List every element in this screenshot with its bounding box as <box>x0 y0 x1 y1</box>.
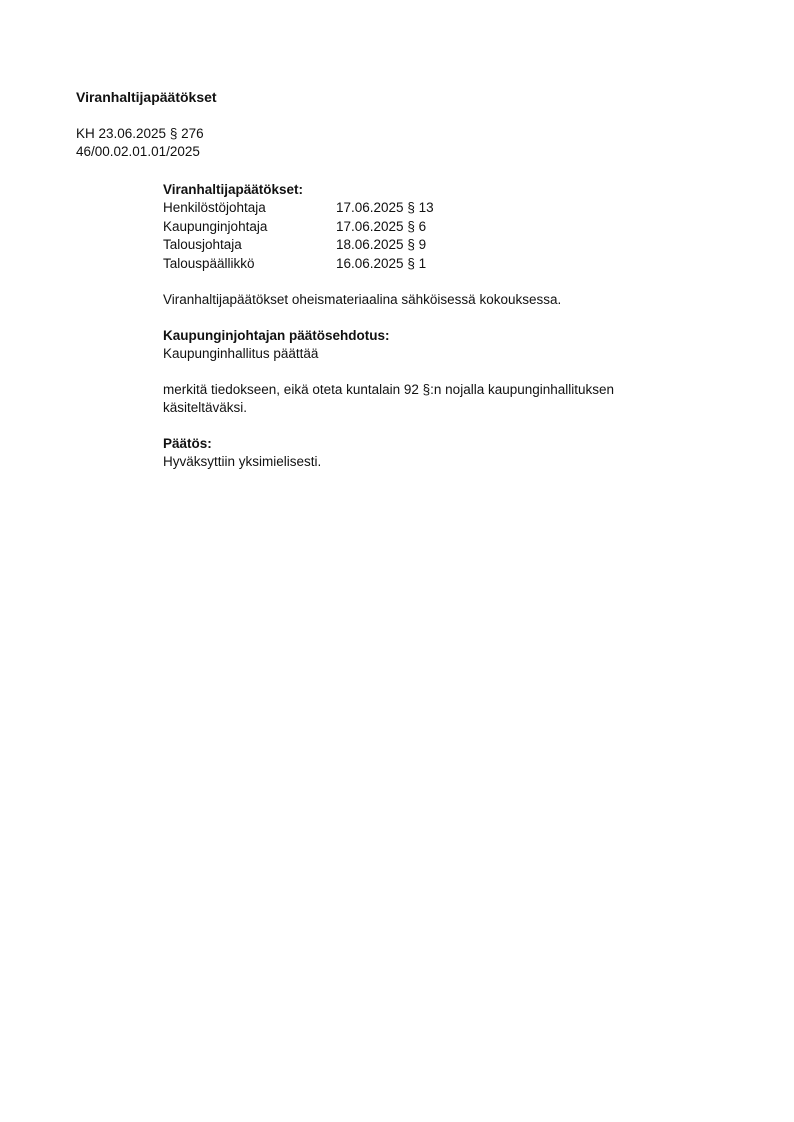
proposal-intro: Kaupunginhallitus päättää <box>163 346 319 361</box>
decision-date: 18.06.2025 § 9 <box>336 237 427 252</box>
official-name: Kaupunginjohtaja <box>163 218 268 234</box>
decision-row <box>163 236 663 255</box>
body-section <box>163 181 663 471</box>
meeting-reference: KH 23.06.2025 § 276 <box>76 126 204 141</box>
record-id: 46/00.02.01.01/2025 <box>76 144 200 159</box>
decision-text: Hyväksyttiin yksimielisesti. <box>163 454 322 469</box>
decision-title: Päätös: <box>163 436 212 451</box>
decision-row <box>163 199 663 218</box>
proposal-title: Kaupunginjohtajan päätösehdotus: <box>163 328 390 343</box>
official-name: Talousjohtaja <box>163 237 242 252</box>
decision-date: 17.06.2025 § 13 <box>336 200 434 215</box>
official-name: Henkilöstöjohtaja <box>163 200 266 215</box>
decision-row <box>163 218 663 237</box>
proposal-text: merkitä tiedokseen, eikä oteta kuntalain 92 §:n nojalla kaupunginhallituksen käsiteltäväksi. <box>163 382 615 415</box>
reference-block <box>76 125 204 161</box>
decisions-title: Viranhaltijapäätökset: <box>163 182 304 197</box>
decision-date: 16.06.2025 § 1 <box>336 255 427 271</box>
decision-date: 17.06.2025 § 6 <box>336 218 427 234</box>
decision-row <box>163 255 663 274</box>
attachment-note: Viranhaltijapäätökset oheismateriaalina sähköisessä kokouksessa. <box>163 292 562 307</box>
document-heading: Viranhaltijapäätökset <box>76 89 217 105</box>
official-name: Talouspäällikkö <box>163 255 255 271</box>
